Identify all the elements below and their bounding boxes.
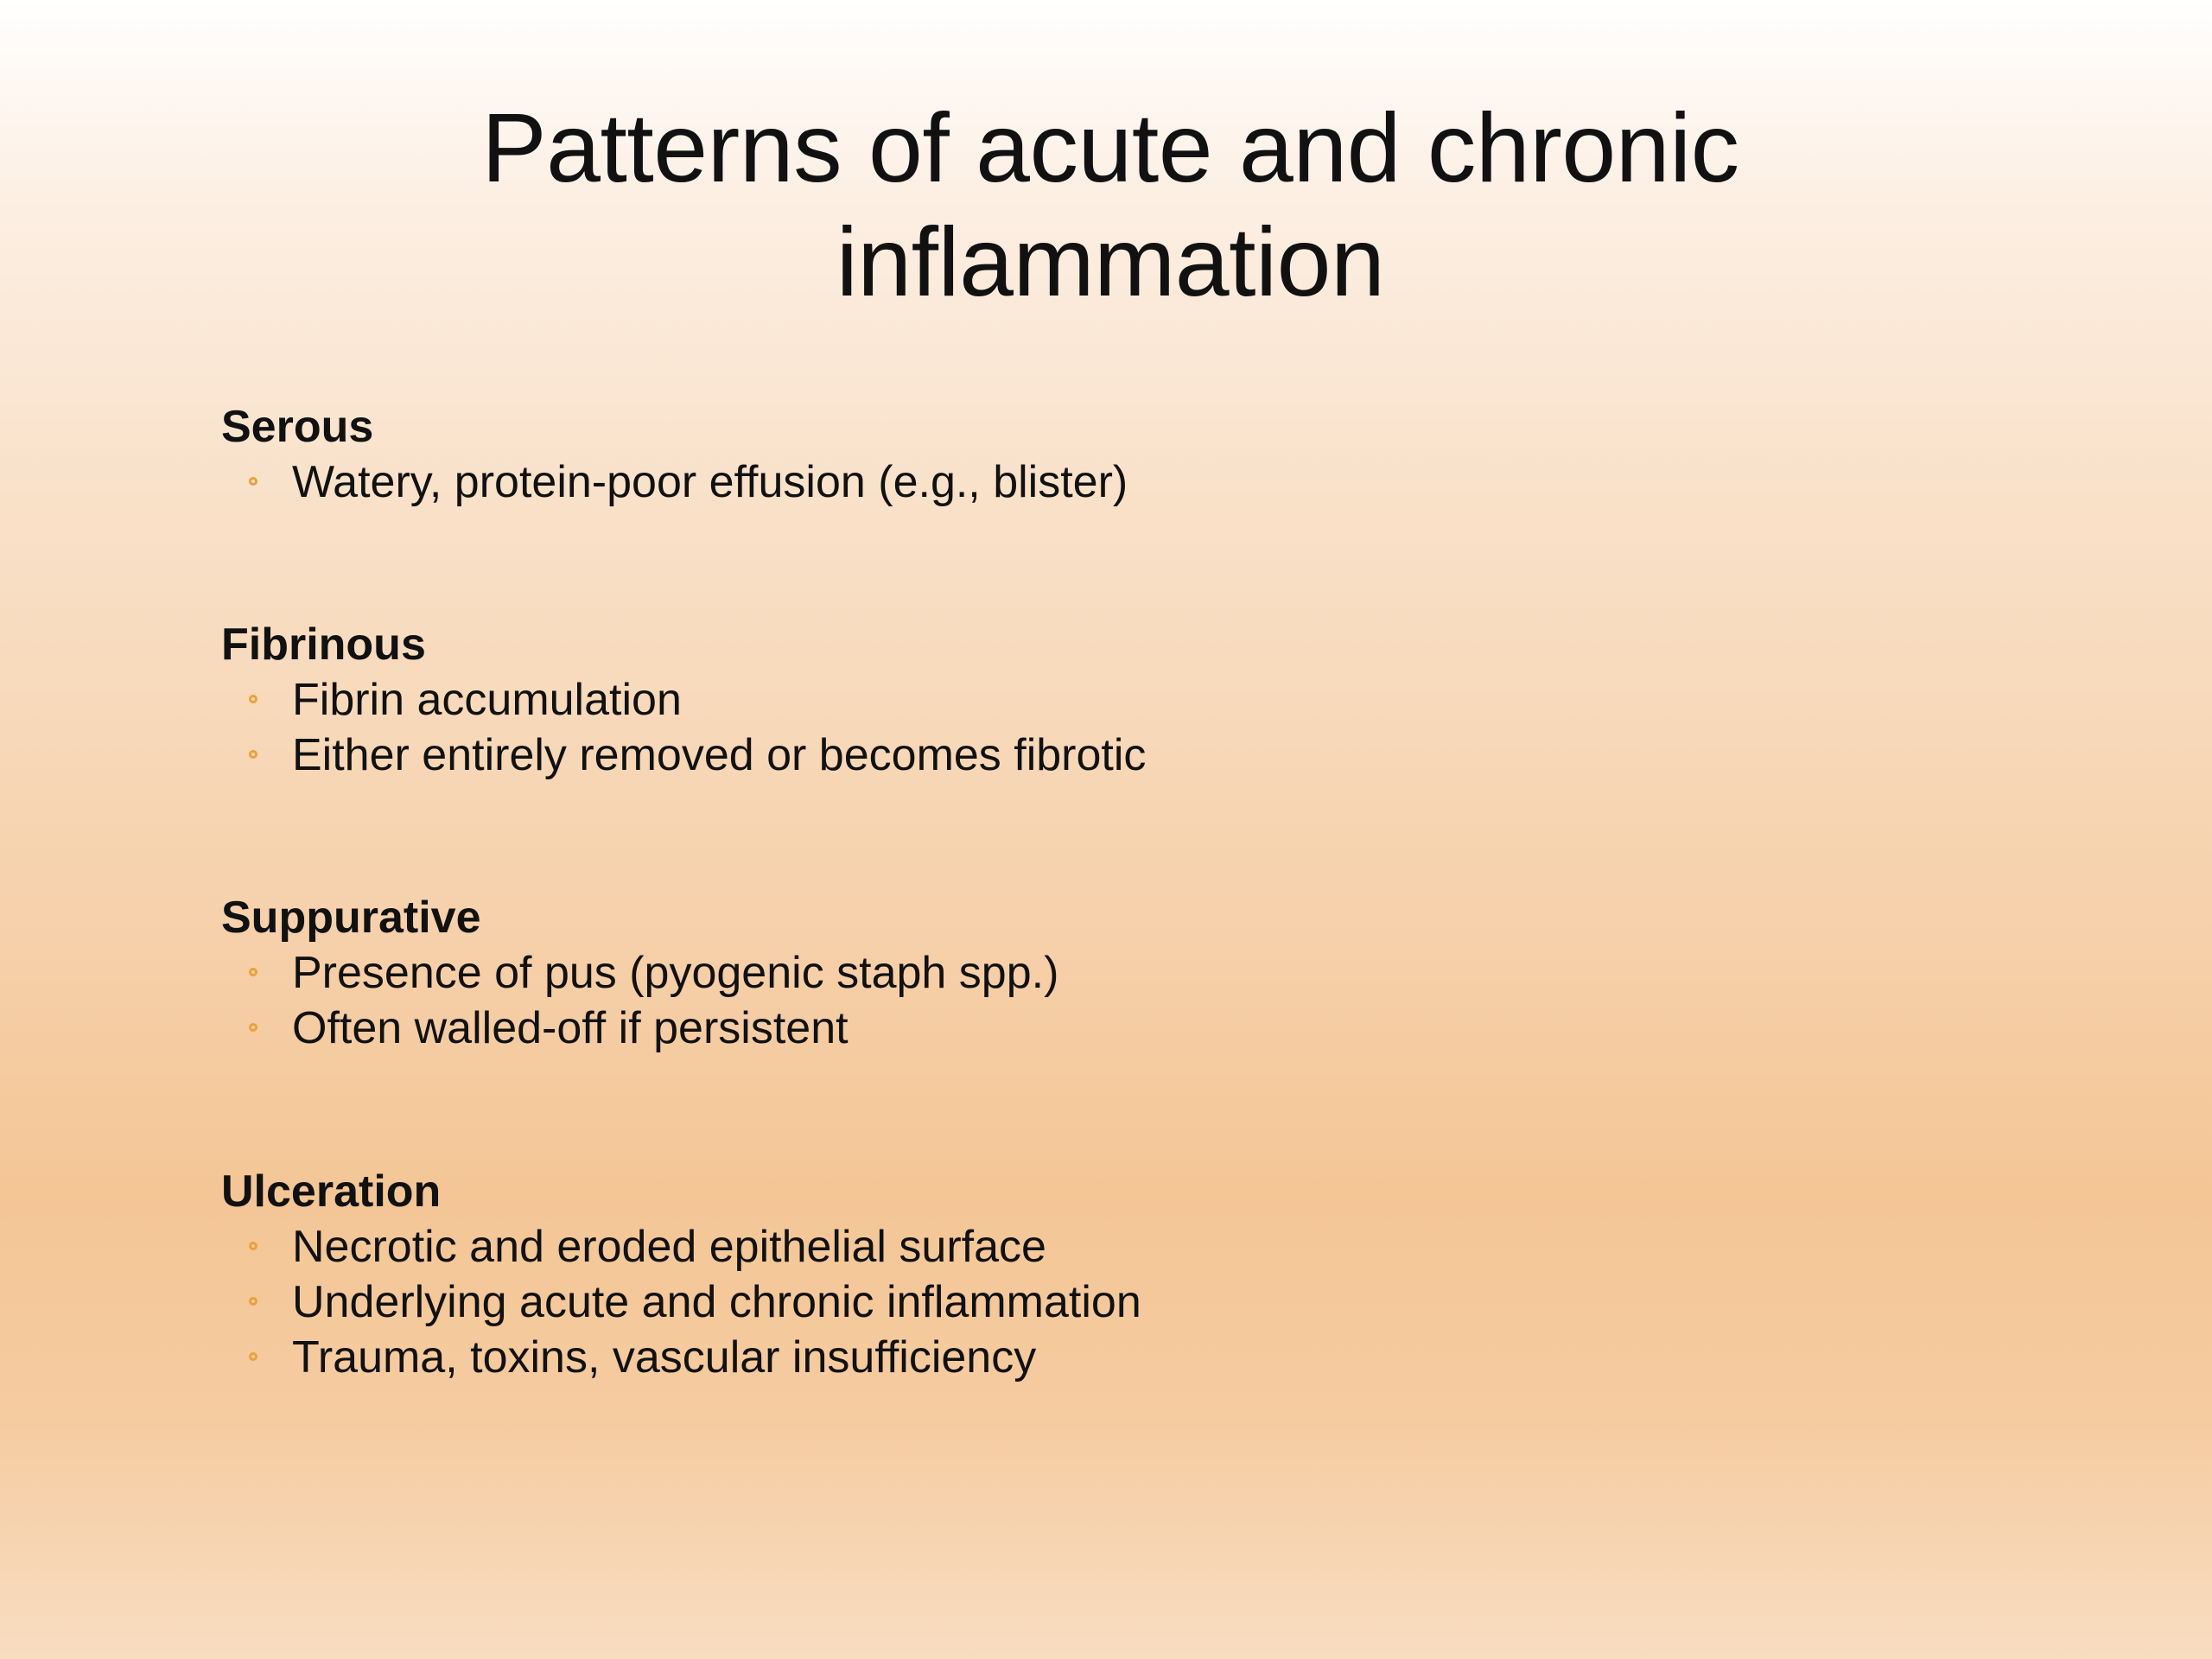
bullet-text: Trauma, toxins, vascular insufficiency: [292, 1332, 1037, 1382]
bullet-text: Underlying acute and chronic inflammation: [292, 1277, 1141, 1327]
bullet-text: Presence of pus (pyogenic staph spp.): [292, 948, 1059, 998]
list-item: [221, 1001, 2036, 1056]
list-item: [221, 1330, 2036, 1385]
slide-title: Patterns of acute and chronic inflammation: [481, 93, 1739, 316]
section-serous: [221, 399, 2036, 510]
section-heading: Serous: [221, 402, 374, 452]
bullet-icon: [249, 1352, 257, 1361]
bullet-text: Fibrin accumulation: [292, 675, 682, 725]
section-heading: Suppurative: [221, 893, 481, 943]
list-item: [221, 728, 2036, 783]
bullet-icon: [249, 1023, 257, 1032]
bullet-text: Necrotic and eroded epithelial surface: [292, 1222, 1046, 1272]
section-fibrinous: [221, 617, 2036, 783]
list-item: [221, 1274, 2036, 1330]
section-heading: Fibrinous: [221, 620, 426, 670]
section-ulceration: [221, 1164, 2036, 1385]
section-suppurative: [221, 890, 2036, 1056]
bullet-icon: [249, 750, 257, 759]
bullet-list: [221, 672, 2036, 783]
bullet-list: [221, 1219, 2036, 1385]
bullet-list: [221, 945, 2036, 1056]
bullet-icon: [249, 477, 257, 486]
bullet-list: [221, 454, 2036, 510]
bullet-icon: [249, 968, 257, 976]
bullet-icon: [249, 1242, 257, 1250]
list-item: [221, 454, 2036, 510]
section-heading: Ulceration: [221, 1166, 442, 1217]
bullet-text: Often walled-off if persistent: [292, 1003, 849, 1053]
bullet-icon: [249, 1297, 257, 1306]
bullet-text: Either entirely removed or becomes fibrotic: [292, 730, 1147, 780]
bullet-icon: [249, 695, 257, 703]
list-item: [221, 945, 2036, 1001]
list-item: [221, 672, 2036, 728]
list-item: [221, 1219, 2036, 1274]
bullet-text: Watery, protein-poor effusion (e.g., blister): [292, 457, 1128, 507]
